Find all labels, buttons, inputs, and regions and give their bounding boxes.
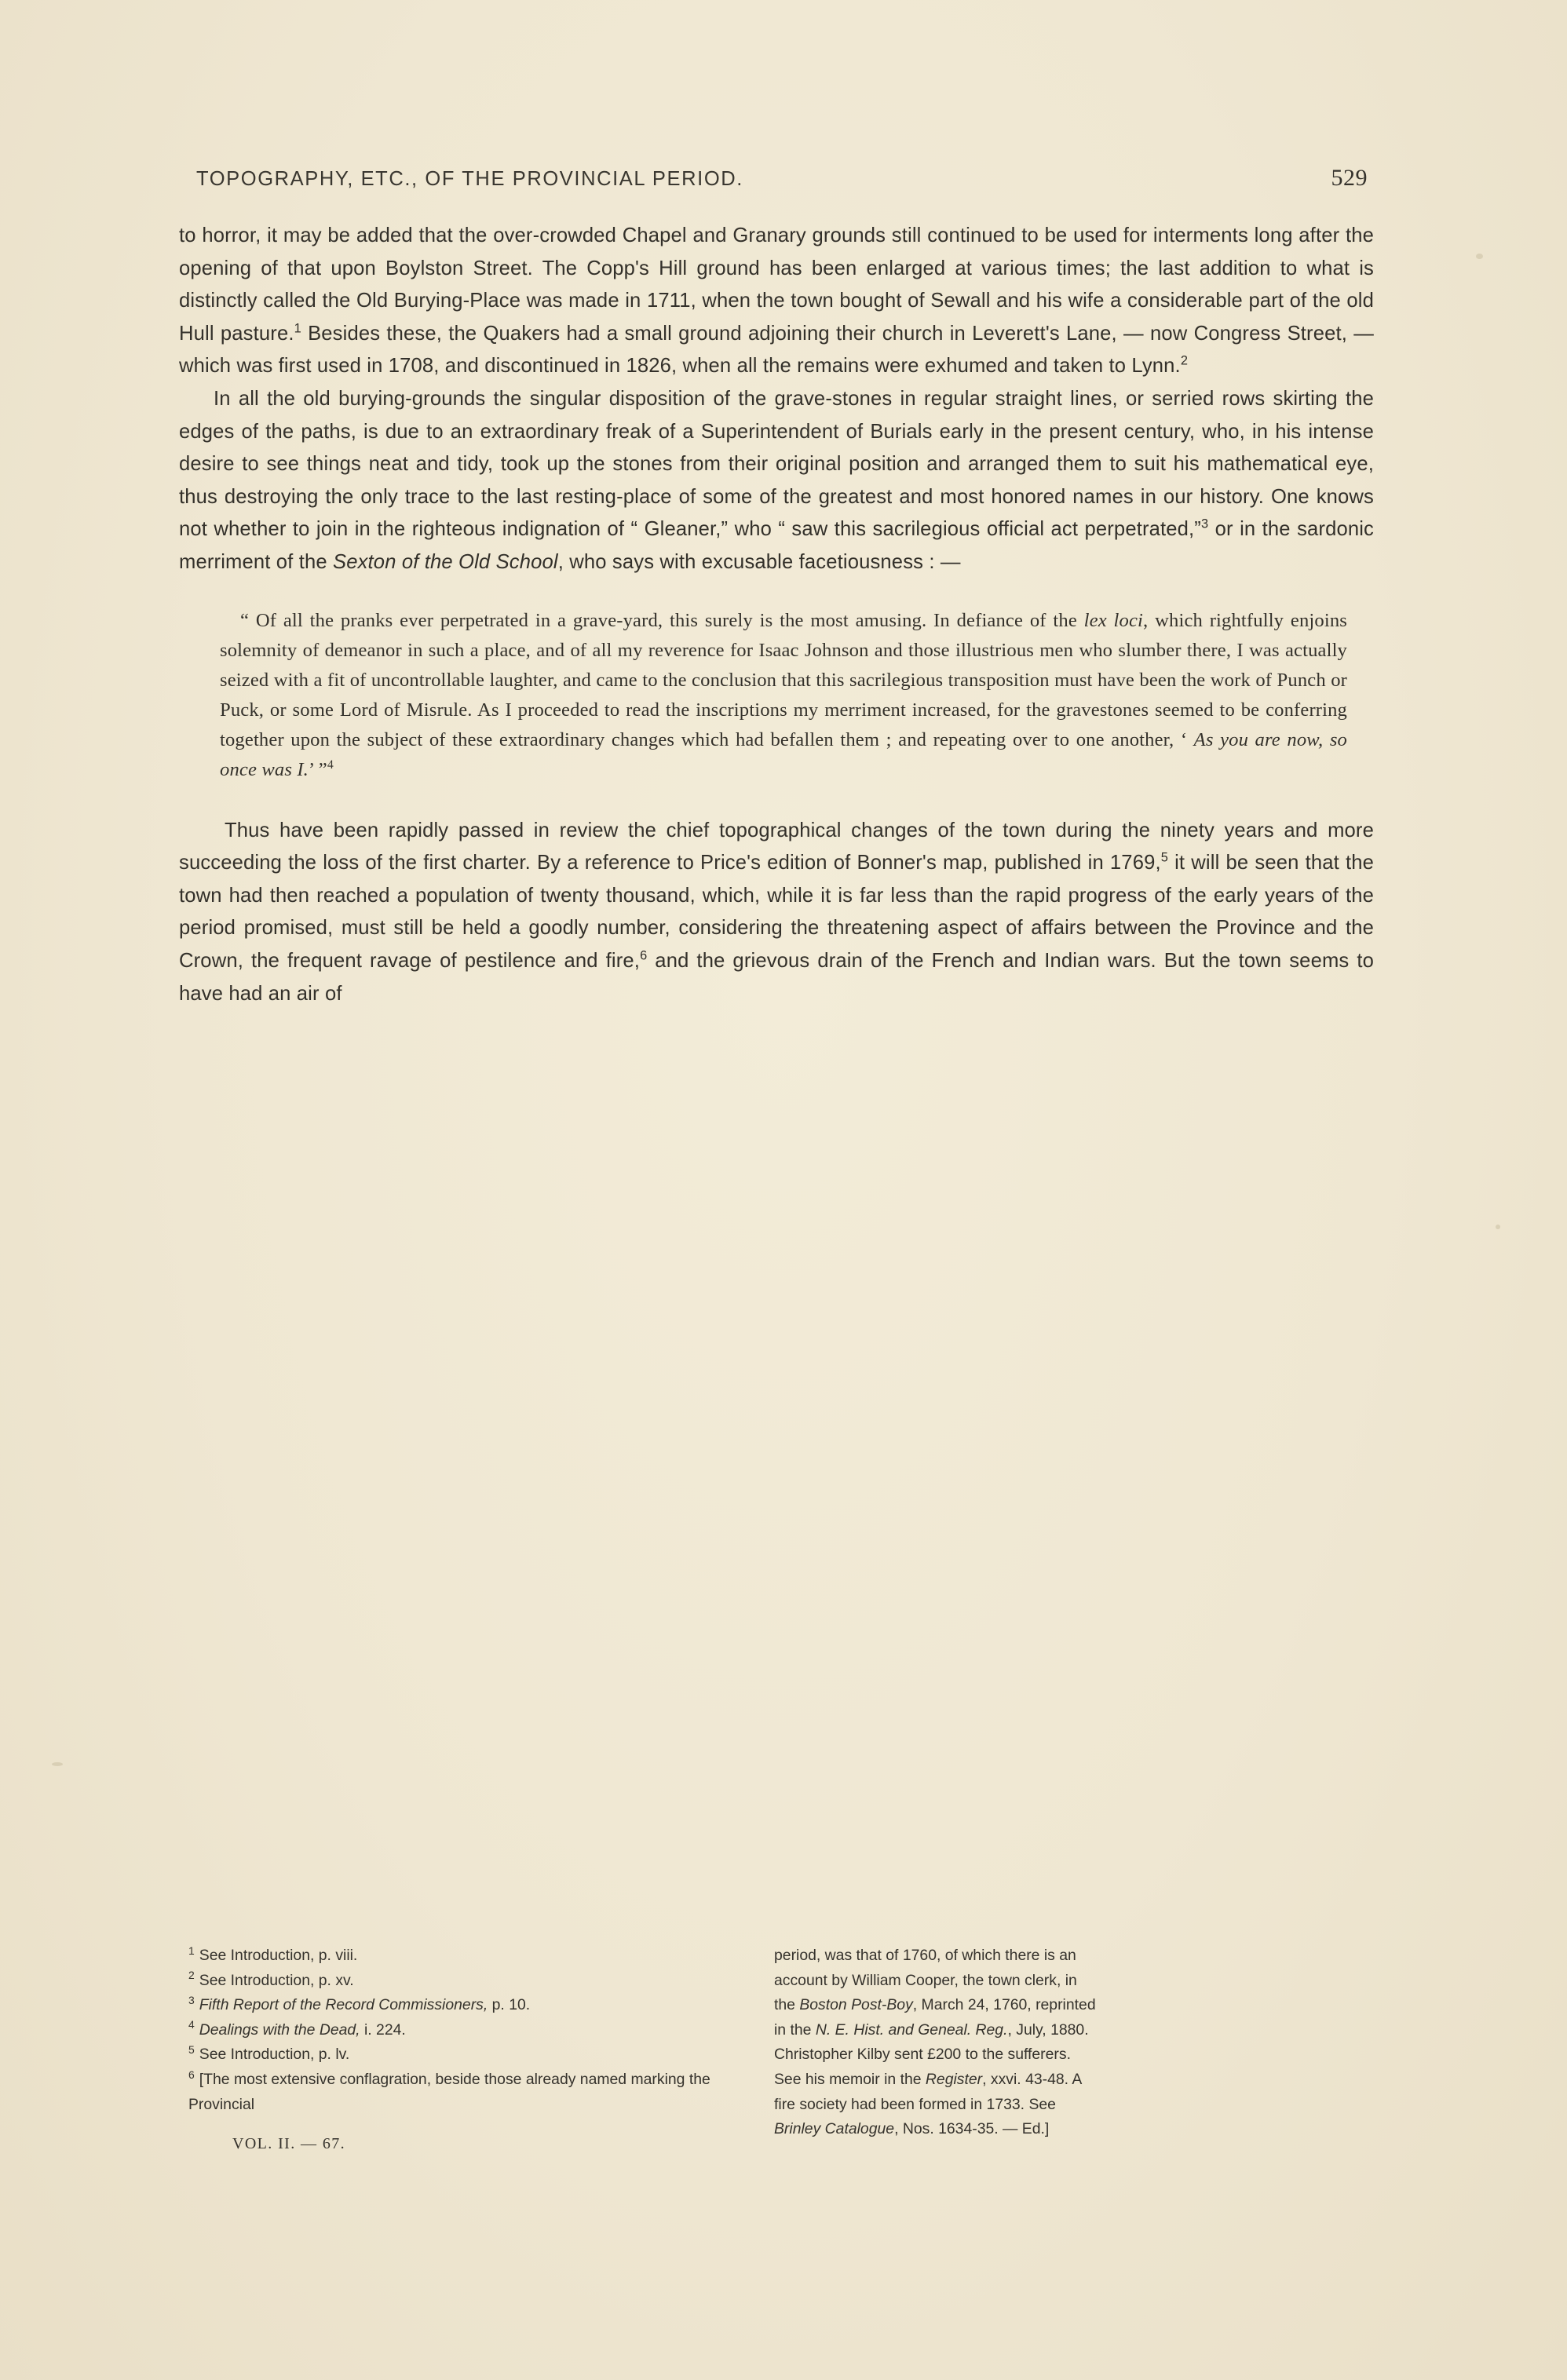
footnote-marker: 4 — [188, 2018, 195, 2031]
footnote-item — [188, 1993, 730, 2018]
footnote-text: in the — [774, 2020, 816, 2039]
footnote-ref-2[interactable]: 2 — [1180, 353, 1189, 368]
paragraph-1 — [179, 220, 1374, 383]
footnotes-right-column — [774, 1944, 1324, 2174]
block-quote — [179, 606, 1374, 785]
footnote-marker: 5 — [188, 2042, 195, 2056]
footnote-continuation — [774, 1944, 1324, 2142]
footnotes — [188, 1944, 1372, 2174]
paragraph-3 — [179, 815, 1374, 1011]
paragraph-2 — [179, 383, 1374, 579]
footnote-italic-title: Dealings with the Dead, — [199, 2020, 360, 2039]
paragraph-2-text-b: or in the sardonic merriment of the — [179, 518, 1375, 573]
footnote-text: [The most extensive conflagration, beside those already named marking the Provincial — [188, 2070, 710, 2113]
volume-signature — [188, 2131, 730, 2157]
footnote-italic-title: Fifth Report of the Record Commissioners, — [199, 1996, 488, 2014]
footnote-text: i. 224. — [360, 2020, 406, 2039]
footnote-italic-title: Boston Post-Boy — [799, 1996, 913, 2014]
footnote-line — [774, 2018, 1324, 2043]
footnote-item — [188, 2018, 730, 2043]
footnotes-left-column — [188, 1944, 730, 2174]
footnote-line — [774, 1993, 1324, 2018]
footnote-ref-3[interactable]: 3 — [1201, 517, 1209, 531]
footnote-ref-4[interactable]: 4 — [327, 757, 334, 772]
footnote-marker: 1 — [188, 1944, 195, 1957]
footnote-text: See his memoir in the — [774, 2070, 926, 2088]
footnote-item — [188, 2042, 730, 2068]
page-content — [179, 165, 1374, 1010]
body-text — [179, 220, 1374, 1010]
footnote-ref-5[interactable]: 5 — [1160, 850, 1168, 865]
paragraph-3-text-b: it will be seen that the town had then reached a population of twenty thousand, which, while it is far less than the rapid progress of the early years of the period promised, must still be held a goodly number, considering the threatening aspect of affairs between the Province and the Crown, the frequent ravage of pestilence and fire, — [179, 852, 1374, 972]
footnote-text: See Introduction, p. lv. — [199, 2046, 350, 2064]
paragraph-3-text-a: Thus have been rapidly passed in review the chief topographical changes of the town during the ninety years and more succeeding the loss of the first charter. By a reference to Price's edition of Bonner's map, published in 1769, — [179, 819, 1374, 874]
footnote-text: See Introduction, p. viii. — [199, 1947, 358, 1964]
footnote-marker: 2 — [188, 1969, 195, 1982]
quote-text-a: “ Of all the pranks ever perpetrated in a grave-yard, this surely is the most amusing. In defiance of the — [240, 609, 1084, 631]
footnote-marker: 3 — [188, 1993, 195, 2006]
paragraph-3-text-c: and the grievous drain of the French and Indian wars. But the town seems to have had an air of — [179, 949, 1374, 1005]
paragraph-2-italic-title: Sexton of the Old School — [333, 550, 558, 573]
footnote-text: , xxvi. 43-48. A — [982, 2070, 1083, 2088]
footnote-item — [188, 1969, 730, 1994]
footnote-ref-6[interactable]: 6 — [640, 948, 648, 963]
quote-text-c: ’ ” — [308, 758, 327, 780]
footnote-line — [774, 1969, 1324, 1994]
paragraph-2-text-c: , who says with excusable facetiousness : — — [557, 550, 961, 573]
footnote-italic-title: N. E. Hist. and Geneal. Reg. — [815, 2020, 1008, 2039]
footnote-text: period, was that of 1760, of which there is an — [774, 1947, 1076, 1964]
running-header — [179, 165, 1374, 192]
footnote-item — [188, 1944, 730, 1969]
footnote-italic-title: Register — [925, 2070, 983, 2088]
footnote-line — [774, 2117, 1324, 2142]
header-title: TOPOGRAPHY, ETC., OF THE PROVINCIAL PERIOD. — [196, 168, 743, 190]
volume-signature-text: VOL. II. — 67. — [232, 2135, 346, 2153]
footnote-line — [774, 2093, 1324, 2118]
footnote-text: , Nos. 1634-35. — Ed.] — [894, 2120, 1050, 2138]
footnote-line — [774, 2068, 1324, 2093]
quote-italic-lex-loci: lex loci — [1083, 609, 1144, 631]
footnote-line — [774, 1944, 1324, 1969]
quote-text-b: , which rightfully enjoins solemnity of demeanor in such a place, and of all my reverence for Isaac Johnson and those illustrious men who slumber there, I was actually seized with a fit of uncontrollable laughter, and came to the conclusion that this sacrilegious transposition must have been the work of Punch or Puck, or some Lord of Misrule. As I proceeded to read the inscriptions my merriment increased, for the gravestones seemed to be conferring together upon the subject of these extraordinary changes which had befallen them ; and repeating over to one another, ‘ — [220, 609, 1347, 750]
paper-speck — [1496, 1225, 1500, 1229]
footnote-text: , July, 1880. — [1007, 2020, 1089, 2039]
footnote-text: , March 24, 1760, reprinted — [912, 1996, 1096, 2014]
paper-speck — [1476, 254, 1483, 259]
paragraph-3-wrap — [179, 815, 1374, 1011]
paragraph-1-text-a: to horror, it may be added that the over-crowded Chapel and Granary grounds still continued to be used for interments long after the opening of that upon Boylston Street. The Copp's Hill ground has been enlarged at various times; the last addition to what is distinctly called the Old Burying-Place was made in 1711, when the town bought of Sewall and his wife a considerable part of the old Hull pasture. — [179, 224, 1374, 345]
footnote-text: account by William Cooper, the town clerk, in — [774, 1971, 1077, 1989]
footnote-text: the — [774, 1996, 800, 2014]
footnote-italic-title: Brinley Catalogue — [774, 2120, 895, 2138]
footnote-marker: 6 — [188, 2068, 195, 2081]
paper-speck — [52, 1762, 63, 1766]
quote-paragraph — [220, 606, 1347, 785]
paragraph-2-text-a: In all the old burying-grounds the singular disposition of the grave-stones in regular straight lines, or serried rows skirting the edges of the paths, is due to an extraordinary freak of a Superintendent of Burials early in the present century, who, in his intense desire to see things neat and tidy, took up the stones from their original position and arranged them to suit his mathematical eye, thus destroying the only trace to the last resting-place of some of the greatest and most honored names in our history. One knows not whether to join in the righteous indignation of “ Gleaner,” who “ saw this sacrilegious official act perpetrated,” — [179, 387, 1374, 541]
footnote-line — [774, 2042, 1324, 2068]
paragraph-1-text-b: Besides these, the Quakers had a small ground adjoining their church in Leverett's Lane, — now Congress Street, — which was first used in 1708, and discontinued in 1826, when all the remains were exhumed and taken to Lynn. — [179, 322, 1374, 378]
footnote-text: Christopher Kilby sent £200 to the sufferers. — [774, 2046, 1071, 2064]
page-number: 529 — [1331, 165, 1368, 191]
quote-italic-epitaph: As you are now, so once was I. — [220, 728, 1347, 780]
footnote-ref-1[interactable]: 1 — [294, 321, 301, 336]
footnote-text: p. 10. — [488, 1996, 531, 2014]
footnote-text: See Introduction, p. xv. — [199, 1971, 354, 1989]
footnote-text: fire society had been formed in 1733. See — [774, 2095, 1056, 2113]
footnote-item — [188, 2068, 730, 2117]
